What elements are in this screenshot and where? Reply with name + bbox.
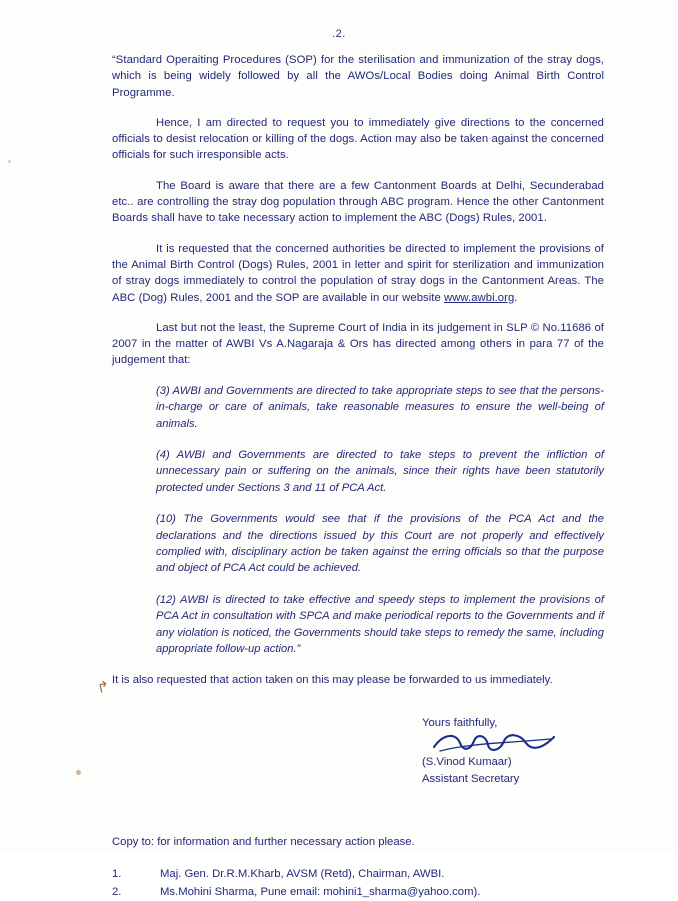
paragraph-board-aware: The Board is aware that there are a few Cantonment Boards at Delhi, Secunderabad etc.. are controlling the stray dog population through ABC program. Hence the other Cantonment Boards shall have to take necessary action to implement the ABC (Dogs) Rules, 2001. (112, 179, 604, 225)
quote-item-4: (4) AWBI and Governments are directed to take steps to prevent the infliction of unnecessary pain or suffering on the animals, since their rights have been statutorily protected under Sections 3 and 11 of PCA Act. (156, 448, 604, 494)
signatory-designation: Assistant Secretary (422, 772, 520, 785)
quote-item-12: (12) AWBI is directed to take effective and speedy steps to implement the provisions of PCA Act in consultation with SPCA and make periodical reports to the Governments and if any violation is noticed, the Governments should take steps to remedy the same, including appropriate follow-up action.” (156, 593, 604, 656)
list-item-number: 2. (112, 885, 122, 898)
awbi-website-link[interactable]: www.awbi.org (444, 291, 515, 304)
request-text-before-link: It is requested that the concerned authorities be directed to implement the provisions of the Animal Birth Control (Dogs) Rules, 2001 in letter and spirit for sterilization and immunization of stray dogs immediately to control the population of stray dogs in the Cantonment Areas. The ABC (Dog) Rules, 2001 and the SOP are available in our website (112, 242, 604, 304)
list-item-text: Maj. Gen. Dr.R.M.Kharb, AVSM (Retd), Chairman, AWBI. (160, 867, 445, 880)
list-item-number: 1. (112, 867, 122, 880)
list-item-text: Ms.Mohini Sharma, Pune email: mohini1_sharma@yahoo.com). (160, 885, 481, 898)
quote-item-10: (10) The Governments would see that if the provisions of the PCA Act and the declarations and the directions issued by this Court are not properly and effectively complied with, disciplinary action be taken against the erring officials so that the purpose and object of PCA Act could be achieved. (156, 513, 604, 575)
paragraph-hence-directed: Hence, I am directed to request you to immediately give directions to the concerned officials to desist relocation or killing of the dogs. Action may also be taken against the concerned officials for such irresponsible acts. (112, 116, 604, 162)
signature-block (112, 715, 604, 788)
signatory-name: (S.Vinod Kumaar) (422, 755, 512, 768)
paper-smudge-icon (76, 770, 81, 775)
judgement-quotes (112, 383, 604, 658)
handwritten-signature-icon (430, 729, 560, 755)
list-item (112, 883, 604, 901)
quote-item-3: (3) AWBI and Governments are directed to take appropriate steps to see that the persons-in-charge or care of animals, take reasonable measures to ensure the well-being of animals. (156, 384, 604, 430)
paragraph-supreme-court: Last but not the least, the Supreme Court of India in its judgement in SLP © No.11686 of 2007 in the matter of AWBI Vs A.Nagaraja & Ors has directed among others in para 77 of the judgement that: (112, 321, 604, 367)
copy-to-list (112, 865, 604, 901)
document-body (112, 52, 604, 901)
valediction: Yours faithfully, (422, 716, 498, 729)
copy-to-heading: Copy to: for information and further necessary action please. (112, 835, 415, 848)
request-text-after-link: . (514, 291, 518, 304)
paragraph-sop: “Standard Operaiting Procedures (SOP) for the sterilisation and immunization of the stray dogs, which is being widely followed by all the AWOs/Local Bodies doing Animal Birth Control Programme. (112, 54, 604, 99)
page-number: .2. (332, 28, 346, 40)
closing-line: It is also requested that action taken on this may please be forwarded to us immediately. (112, 674, 553, 687)
pen-mark-icon: ↱ (95, 677, 112, 698)
list-item (112, 865, 604, 883)
edge-speck-icon (8, 160, 11, 163)
paragraph-request-implement (112, 241, 604, 306)
